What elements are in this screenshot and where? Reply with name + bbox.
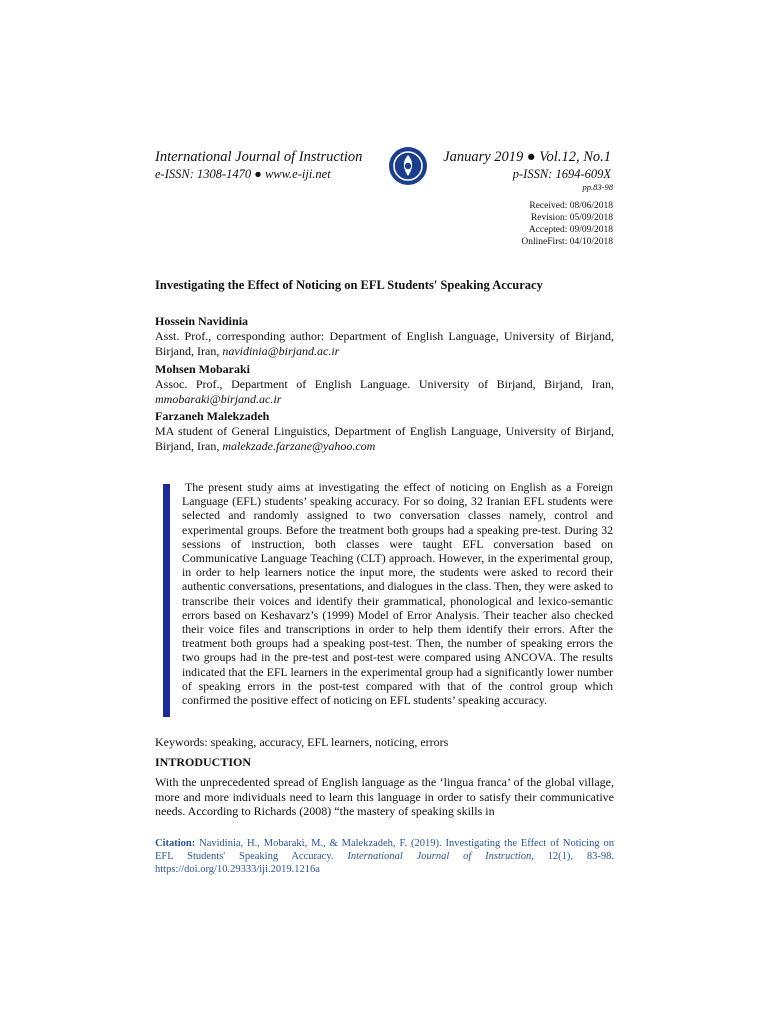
author-name: Farzaneh Malekzadeh [155, 409, 270, 423]
page-range: pp.83-98 [582, 182, 613, 192]
author-email[interactable]: navidinia@birjand.ac.ir [222, 344, 340, 358]
abstract-accent-bar [163, 484, 170, 717]
author-email[interactable]: mmobaraki@birjand.ac.ir [155, 392, 282, 406]
author-block [155, 314, 614, 359]
author-affiliation: Assoc. Prof., Department of English Language. University of Birjand, Birjand, Iran, mmobaraki@birjand.ac.ir [155, 377, 614, 406]
citation-journal: International Journal of Instruction [347, 851, 532, 862]
journal-title: International Journal of Instruction [155, 149, 363, 165]
section-heading-introduction: INTRODUCTION [155, 755, 252, 769]
author-name: Hossein Navidinia [155, 314, 249, 328]
online-first-date: OnlineFirst: 04/10/2018 [521, 237, 613, 247]
publication-dates [521, 200, 613, 248]
citation-label: Citation: [155, 838, 196, 849]
citation-text: Navidinia, H., Mobaraki, M., & Malekzadeh, F. (2019). Investigating the Effect of Noticing on EFL Students' Speaking Accuracy. [155, 838, 614, 862]
doi-link[interactable]: https://doi.org/10.29333/iji.2019.1216a [155, 864, 320, 875]
citation-block [155, 837, 614, 876]
author-block [155, 409, 614, 454]
revision-date: Revision: 05/09/2018 [530, 213, 613, 223]
author-affiliation: MA student of General Linguistics, Department of English Language, University of Birjand, Birjand, Iran, malekzade.farzane@yahoo.com [155, 424, 614, 453]
abstract-text: The present study aims at investigating the effect of noticing on English as a Foreign Language (EFL) students’ speaking accuracy. For so doing, 32 Iranian EFL students were selected and randomly assigned to two conversation classes namely, control and experimental groups. Before the treatment both groups had a speaking pre-test. During 32 sessions of instruction, both classes were taught EFL conversation based on Communicative Language Teaching (CLT) approach. However, in the experimental group, in order to help learners notice the input more, the students were asked to record their authentic conversations, presentations, and dialogues in the class. Then, they were asked to transcribe their voices and identify their grammatical, phonological and lexico-semantic errors based on Keshavarz’s (1999) Model of Error Analysis. Their teacher also checked their voice files and transcriptions in order to help them identify their errors. After the treatment both groups had a speaking post-test. Then, the number of speaking errors the two groups had in the pre-test and post-test were compared using ANCOVA. The results indicated that the EFL learners in the experimental group had a significantly lower number of speaking errors in the post-test compared with that of the control group which confirmed the positive effect of noticing on EFL students’ speaking accuracy. [182, 480, 613, 708]
introduction-paragraph: With the unprecedented spread of English language as the ‘lingua franca’ of the global village, more and more individuals need to learn this language in order to satisfy their communicative needs. According to Richards (2008) “the mastery of speaking skills in [155, 775, 614, 818]
citation-volume: , 12(1), 83-98. [531, 851, 614, 862]
author-affiliation: Asst. Prof., corresponding author: Department of English Language, University of Birjand, Birjand, Iran, navidinia@birjand.ac.ir [155, 329, 614, 358]
received-date: Received: 08/06/2018 [529, 201, 613, 211]
author-name: Mohsen Mobaraki [155, 362, 251, 376]
print-issn: p-ISSN: 1694-609X [512, 167, 611, 181]
ijin-logo-icon [387, 145, 429, 187]
article-title: Investigating the Effect of Noticing on EFL Students' Speaking Accuracy [155, 278, 543, 292]
author-email[interactable]: malekzade.farzane@yahoo.com [222, 439, 376, 453]
issue-date-volume: January 2019 ● Vol.12, No.1 [443, 149, 611, 165]
author-block [155, 362, 614, 407]
issn-website-line: e-ISSN: 1308-1470 ● www.e-iji.net [155, 167, 331, 181]
accepted-date: Accepted: 09/09/2018 [528, 225, 613, 235]
keywords: Keywords: speaking, accuracy, EFL learners, noticing, errors [155, 735, 449, 749]
